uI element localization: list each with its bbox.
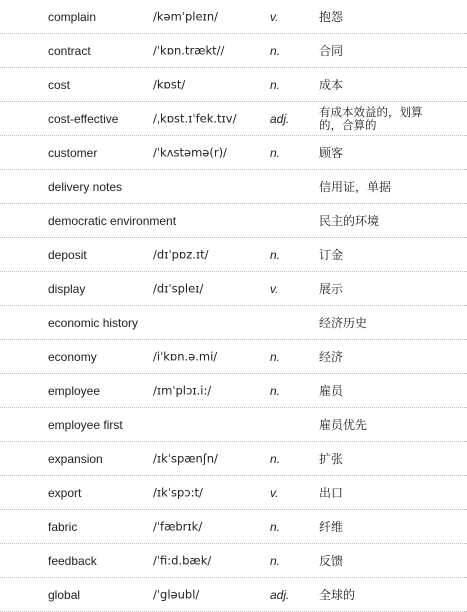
vocab-pronunciation: /kəmˈpleɪn/ (153, 8, 218, 23)
vocab-meaning: 民主的环境 (319, 213, 380, 228)
vocab-meaning: 经济 (319, 349, 344, 364)
vocab-meaning: 信用证，单据 (319, 179, 392, 194)
vocab-meaning: 扩张 (319, 451, 344, 466)
vocab-meaning: 经济历史 (319, 315, 368, 330)
vocab-part-of-speech: n. (270, 77, 281, 92)
vocab-row (0, 578, 467, 612)
vocab-row (0, 102, 467, 136)
vocab-pronunciation: /ˈkɒn.trækt// (153, 42, 225, 57)
vocab-pronunciation: /dɪˈpɒz.ɪt/ (153, 246, 209, 261)
vocab-row (0, 204, 467, 238)
vocab-pronunciation: /ˈkʌstəmə(r)/ (153, 144, 227, 159)
vocab-word: employee (48, 383, 101, 398)
vocab-meaning: 纤维 (319, 519, 344, 534)
vocab-part-of-speech: n. (270, 247, 281, 262)
vocab-row (0, 510, 467, 544)
vocab-word: customer (48, 145, 98, 160)
vocab-word: expansion (48, 451, 103, 466)
vocab-part-of-speech: n. (270, 451, 281, 466)
vocab-word: display (48, 281, 86, 296)
vocab-meaning: 成本 (319, 77, 344, 92)
vocab-meaning: 顾客 (319, 145, 344, 160)
vocab-meaning: 抱怨 (319, 9, 344, 24)
vocab-row (0, 0, 467, 34)
vocab-word: complain (48, 9, 97, 24)
vocab-meaning: 订金 (319, 247, 344, 262)
vocab-word: cost (48, 77, 71, 92)
vocab-part-of-speech: n. (270, 349, 281, 364)
vocab-word: global (48, 587, 81, 602)
vocab-meaning: 反馈 (319, 553, 344, 568)
vocab-row (0, 34, 467, 68)
vocab-meaning: 雇员 (319, 383, 344, 398)
vocab-row (0, 374, 467, 408)
vocab-row (0, 136, 467, 170)
vocab-pronunciation: /iˈkɒn.ə.mi/ (153, 348, 218, 363)
vocab-pronunciation: /dɪˈspleɪ/ (153, 280, 204, 295)
vocab-part-of-speech: n. (270, 43, 281, 58)
vocab-pronunciation: /ˈfæbrɪk/ (153, 518, 203, 533)
vocab-pronunciation: /ɪkˈspɔ:t/ (153, 484, 203, 499)
vocab-part-of-speech: v. (270, 281, 279, 296)
vocab-part-of-speech: adj. (270, 111, 290, 126)
vocab-row (0, 544, 467, 578)
vocab-part-of-speech: n. (270, 519, 281, 534)
vocab-part-of-speech: adj. (270, 587, 290, 602)
vocab-part-of-speech: n. (270, 383, 281, 398)
vocab-row (0, 272, 467, 306)
vocab-meaning: 展示 (319, 281, 344, 296)
vocab-pronunciation: /kɒst/ (153, 76, 186, 91)
vocab-word: economy (48, 349, 97, 364)
vocab-part-of-speech: n. (270, 553, 281, 568)
vocab-word: employee first (48, 417, 123, 432)
vocab-pronunciation: /ˈgləubl/ (153, 586, 200, 601)
vocab-word: cost-effective (48, 111, 119, 126)
vocab-pronunciation: /ˈfi:d.bæk/ (153, 552, 212, 567)
vocab-word: delivery notes (48, 179, 123, 194)
vocab-row (0, 306, 467, 340)
vocab-word: contract (48, 43, 91, 58)
vocab-row (0, 238, 467, 272)
vocab-row (0, 476, 467, 510)
vocab-part-of-speech: v. (270, 485, 279, 500)
vocab-pronunciation: /ˌkɒst.ɪˈfek.tɪv/ (153, 110, 237, 125)
vocab-word: deposit (48, 247, 87, 262)
vocab-part-of-speech: v. (270, 9, 279, 24)
vocab-part-of-speech: n. (270, 145, 281, 160)
vocab-word: fabric (48, 519, 78, 534)
vocab-meaning: 全球的 (319, 587, 356, 602)
vocab-word: export (48, 485, 82, 500)
vocab-row (0, 68, 467, 102)
vocab-pronunciation: /ɪmˈplɔɪ.i:/ (153, 382, 212, 397)
vocab-row (0, 442, 467, 476)
vocab-meaning: 有成本效益的，划算的，合算的 (319, 104, 423, 132)
vocab-pronunciation: /ɪkˈspænʃn/ (153, 450, 218, 465)
vocab-row (0, 408, 467, 442)
vocab-row (0, 340, 467, 374)
vocab-word: democratic environment (48, 213, 177, 228)
vocab-meaning: 雇员优先 (319, 417, 368, 432)
vocab-row (0, 170, 467, 204)
vocab-word: feedback (48, 553, 97, 568)
vocab-meaning: 出口 (319, 485, 344, 500)
vocab-word: economic history (48, 315, 139, 330)
vocab-meaning: 合同 (319, 43, 344, 58)
